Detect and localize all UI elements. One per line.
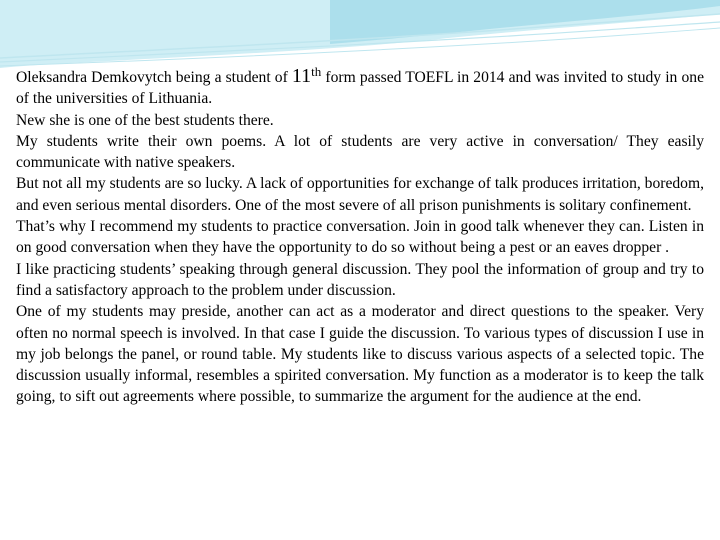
- paragraph-5: That’s why I recommend my students to practice conversation. Join in good talk whenever they can. Listen in on good conversation when they have the opportunity to do so without being a pest or an eaves dropper .: [16, 218, 704, 257]
- paragraph-2: New she is one of the best students there.: [16, 111, 274, 129]
- body-text: [16, 63, 704, 408]
- paragraph-7: One of my students may preside, another can act as a moderator and direct questions to the speaker. Very often no normal speech is involved. In that case I guide the discussion. To various types of discussion I use in my job belongs the panel, or round table. My students like to discuss various aspects of a selected topic. The discussion usually informal, resembles a spirited conversation. My function as a moderator is to keep the talk going, to sift out agreements where possible, to summarize the argument for the audience at the end.: [16, 303, 704, 406]
- paragraph-1: [16, 63, 704, 110]
- paragraph-1-after: form passed TOEFL in 2014 and was invited to study in one of the universities of Lithuania.: [16, 69, 704, 108]
- paragraph-6: I like practicing students’ speaking through general discussion. They pool the information of group and try to find a satisfactory approach to the problem under discussion.: [16, 260, 704, 299]
- form-number: 11: [291, 65, 312, 87]
- form-number-suffix: th: [311, 63, 322, 79]
- paragraph-4: But not all my students are so lucky. A lack of opportunities for exchange of talk produces irritation, boredom, and even serious mental disorders. One of the most severe of all prison punishments is solitary confinement.: [16, 175, 704, 214]
- paragraph-1-before: Oleksandra Demkovytch being a student of: [16, 69, 292, 86]
- paragraph-3: My students write their own poems. A lot of students are very active in conversation/ They easily communicate with native speakers.: [16, 132, 704, 172]
